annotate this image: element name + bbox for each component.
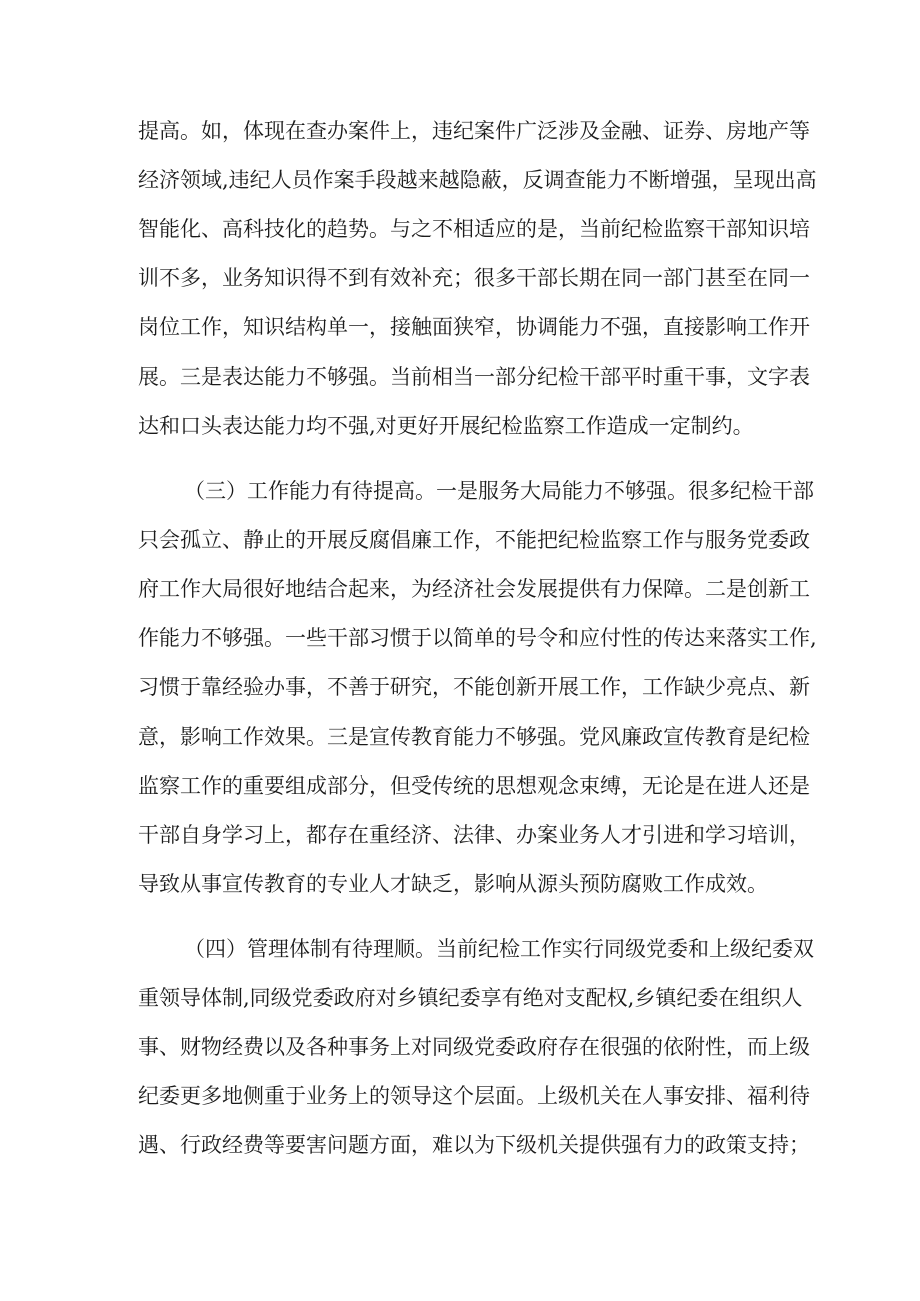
- text-line: 岗位工作，知识结构单一，接触面狭窄，协调能力不强，直接影响工作开: [138, 315, 810, 339]
- text-line: 智能化、高科技化的趋势。与之不相适应的是，当前纪检监察干部知识培: [138, 217, 810, 241]
- text-line: （三）工作能力有待提高。一是服务大局能力不够强。很多纪检干部: [184, 479, 814, 503]
- text-line: 监察工作的重要组成部分，但受传统的思想观念束缚，无论是在进人还是: [138, 774, 810, 798]
- text-line: 习惯于靠经验办事，不善于研究，不能创新开展工作，工作缺少亮点、新: [138, 675, 810, 699]
- text-line: 干部自身学习上，都存在重经济、法律、办案业务人才引进和学习培训，: [138, 823, 810, 847]
- text-line: 作能力不够强。一些干部习惯于以简单的号令和应付性的传达来落实工作,: [138, 626, 817, 650]
- text-line: 达和口头表达能力均不强,对更好开展纪检监察工作造成一定制约。: [138, 414, 754, 438]
- text-line: 意，影响工作效果。三是宣传教育能力不够强。党风廉政宣传教育是纪检: [138, 725, 810, 749]
- text-line: 遇、行政经费等要害问题方面，难以为下级机关提供强有力的政策支持；: [138, 1133, 810, 1157]
- text-line: 事、财物经费以及各种事务上对同级党委政府存在很强的依附性，而上级: [138, 1035, 810, 1059]
- text-line: 提高。如，体现在查办案件上，违纪案件广泛涉及金融、证券、房地产等: [138, 119, 810, 143]
- text-line: 导致从事宣传教育的专业人才缺乏，影响从源头预防腐败工作成效。: [138, 872, 768, 896]
- text-line: 展。三是表达能力不够强。当前相当一部分纪检干部平时重干事，文字表: [138, 365, 810, 389]
- text-line: 经济领域,违纪人员作案手段越来越隐蔽，反调查能力不断增强，呈现出高: [138, 168, 817, 192]
- text-line: 纪委更多地侧重于业务上的领导这个层面。上级机关在人事安排、福利待: [138, 1084, 810, 1108]
- text-line: （四）管理体制有待理顺。当前纪检工作实行同级党委和上级纪委双: [184, 937, 814, 961]
- text-line: 训不多，业务知识得不到有效补充；很多干部长期在同一部门甚至在同一: [138, 266, 810, 290]
- text-line: 重领导体制,同级党委政府对乡镇纪委享有绝对支配权,乡镇纪委在组织人: [138, 986, 803, 1010]
- text-line: 府工作大局很好地结合起来，为经济社会发展提供有力保障。二是创新工: [138, 577, 810, 601]
- text-line: 只会孤立、静止的开展反腐倡廉工作，不能把纪检监察工作与服务党委政: [138, 528, 810, 552]
